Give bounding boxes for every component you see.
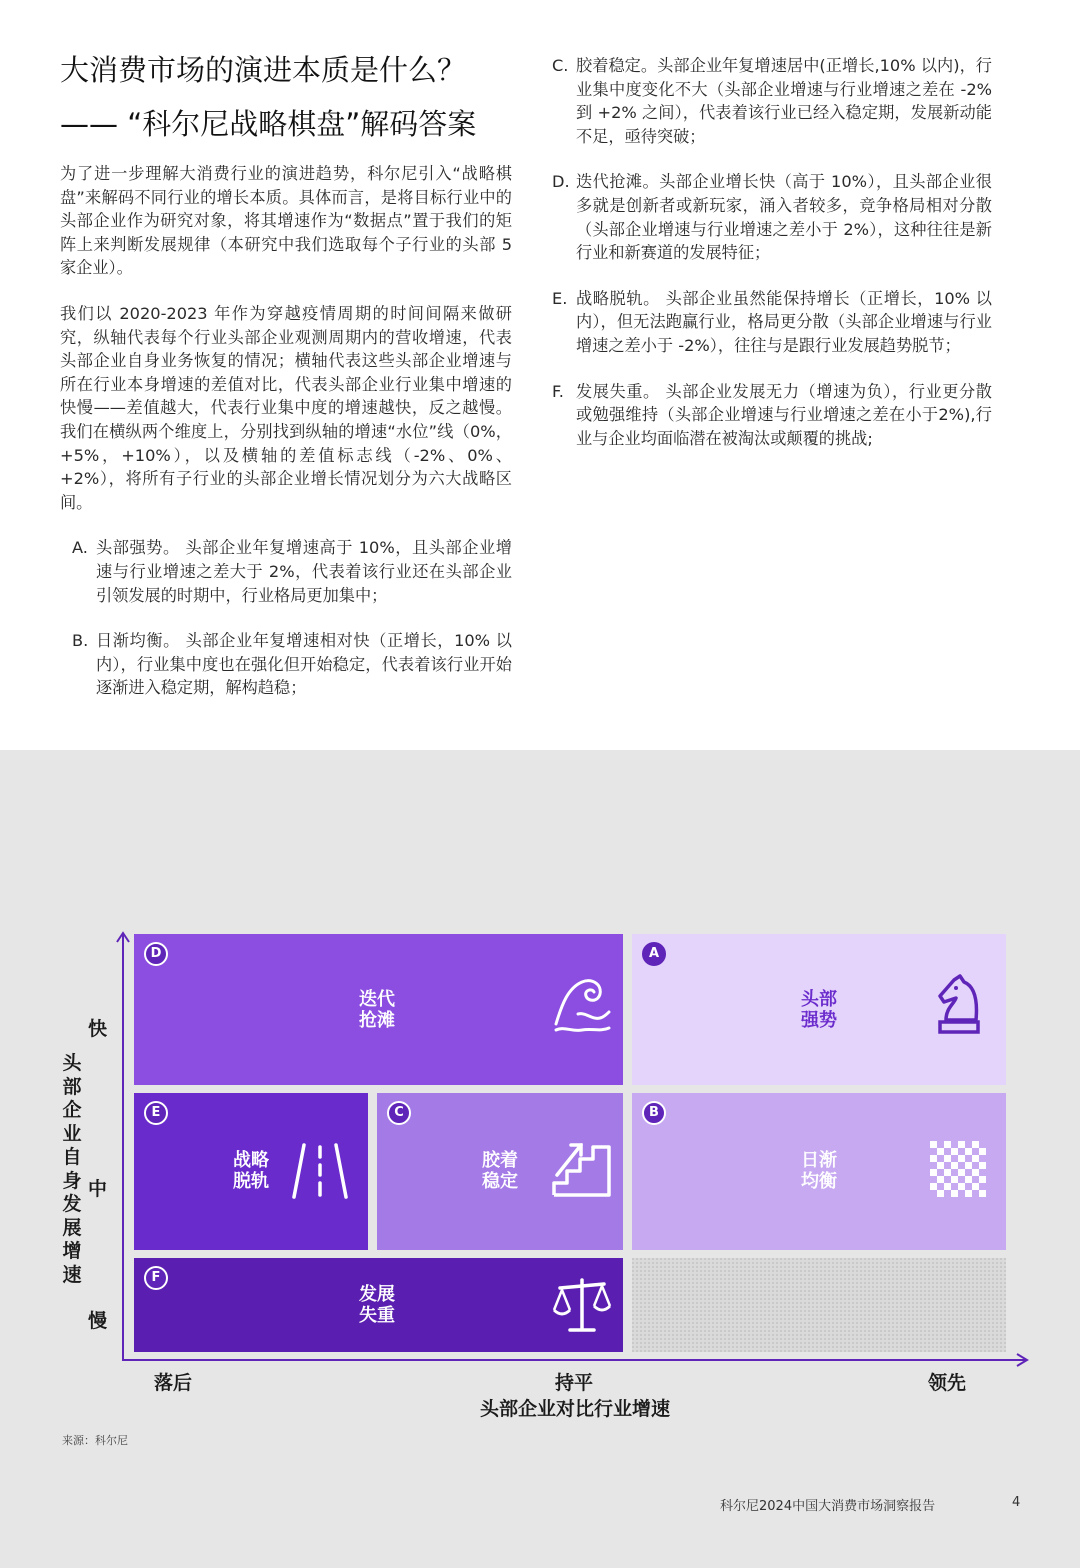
cell-f — [134, 1258, 623, 1352]
cell-d — [134, 934, 623, 1085]
stairs-icon — [551, 1139, 613, 1199]
y-label-mid: 中 — [88, 1178, 108, 1200]
checkerboard-icon — [930, 1141, 986, 1197]
list-letter: A. — [72, 538, 88, 558]
cell-a — [632, 934, 1006, 1085]
list-item-e — [552, 287, 992, 358]
list-text: 头部强势。 头部企业年复增速高于 10%，且头部企业增速与行业增速之差大于 2%，代表着该行业还在头部企业引领发展的时期中，行业格局更加集中； — [96, 538, 512, 605]
list-text: 发展失重。 头部企业发展无力（增速为负），行业更分散或勉强维持（头部企业增速与行业增速之差在小于2%),行业与企业均面临潜在被淘汰或颠覆的挑战; — [576, 381, 992, 448]
cell-label: 迭代 抢滩 — [359, 989, 395, 1031]
y-axis-arrow-icon — [114, 930, 132, 1362]
footer-title: 科尔尼2024中国大消费市场洞察报告 — [720, 1499, 936, 1514]
list-letter: C. — [552, 56, 569, 75]
chess-knight-icon — [934, 974, 984, 1036]
list-item-d — [552, 170, 992, 264]
page-title: 大消费市场的演进本质是什么？ — [60, 53, 467, 87]
cell-b — [632, 1093, 1006, 1250]
y-label-fast: 快 — [88, 1018, 108, 1040]
road-icon — [290, 1141, 350, 1201]
cell-letter: E — [144, 1101, 168, 1125]
list-item-f — [552, 380, 992, 451]
page-number: 4 — [1012, 1495, 1021, 1510]
list-letter: E. — [552, 288, 568, 308]
list-text: 日渐均衡。 头部企业年复增速相对快（正增长，10% 以内），行业集中度也在强化但开始稳定，代表着该行业开始逐渐进入稳定期，解构趋稳； — [96, 631, 512, 698]
cell-label: 发展 失重 — [359, 1284, 395, 1326]
cell-letter: D — [144, 942, 168, 966]
cell-letter: B — [642, 1101, 666, 1125]
empty-hatched-cell — [632, 1258, 1006, 1352]
wave-icon — [552, 974, 612, 1034]
cell-letter: C — [387, 1101, 411, 1125]
x-axis-title: 头部企业对比行业增速 — [479, 1398, 670, 1420]
intro-paragraph: 为了进一步理解大消费行业的演进趋势，科尔尼引入“战略棋盘”来解码不同行业的增长本质。具体而言，是将目标行业中的头部企业作为研究对象，将其增速作为“数据点”置于我们的矩阵上来判断发展规律（本研究中我们选取每个子行业的头部 5 家企业）。 — [60, 164, 512, 278]
text-section — [0, 0, 1080, 750]
list-text: 迭代抢滩。头部企业增长快（高于 10%），且头部企业很多就是创新者或新玩家，涌入者较多，竞争格局相对分散（头部企业增速与行业增速之差小于 2%），这种往往是新行业和新赛道的发展特征； — [576, 172, 992, 263]
list-letter: D. — [552, 172, 570, 192]
list-text: 胶着稳定。头部企业年复增速居中(正增长,10% 以内)，行业集中度变化不大（头部企业增速与行业增速之差在 -2% 到 +2% 之间），代表着该行业已经入稳定期，发展新动能不足，亟待突破； — [576, 56, 992, 146]
y-axis-title: 头部企业自身发展增速 — [62, 1052, 82, 1286]
source-note: 来源：科尔尼 — [62, 1434, 128, 1447]
cell-label: 战略 脱轨 — [233, 1150, 269, 1192]
cell-letter: F — [144, 1266, 168, 1290]
y-label-slow: 慢 — [88, 1310, 108, 1332]
list-item-a — [72, 536, 512, 607]
scale-icon — [552, 1276, 612, 1334]
method-paragraph: 我们以 2020-2023 年作为穿越疫情周期的时间间隔来做研究，纵轴代表每个行业头部企业观测周期内的营收增速，代表头部企业自身业务恢复的情况；横轴代表这些头部企业增速与所在行业本身增速的差值对比，代表头部企业行业集中增速的快慢——差值越大，代表行业集中度的增速越快，反之越慢。我们在横纵两个维度上，分别找到纵轴的增速“水位”线（0%，+5%，+10%），以及横轴的差值标志线（-2%、0%、+2%），将所有子行业的头部企业增长情况划分为六大战略区间。 — [60, 303, 512, 512]
list-letter: F. — [552, 381, 564, 401]
cell-e — [134, 1093, 368, 1250]
right-column — [552, 54, 992, 472]
left-column — [60, 162, 512, 722]
x-label-par: 持平 — [555, 1372, 594, 1394]
x-label-behind: 落后 — [154, 1372, 193, 1394]
page-subtitle: —— “科尔尼战略棋盘”解码答案 — [60, 107, 477, 141]
cell-label: 胶着 稳定 — [482, 1150, 518, 1192]
list-letter: B. — [72, 631, 89, 651]
cell-label: 日渐 均衡 — [801, 1150, 837, 1192]
cell-label: 头部 强势 — [801, 989, 837, 1031]
list-item-c — [552, 54, 992, 148]
list-item-b — [72, 629, 512, 700]
cell-c — [377, 1093, 623, 1250]
cell-letter: A — [642, 942, 666, 966]
x-label-lead: 领先 — [928, 1372, 967, 1394]
list-text: 战略脱轨。 头部企业虽然能保持增长（正增长，10% 以内），但无法跑赢行业，格局更分散（头部企业增速与行业增速之差小于 -2%），往往与是跟行业发展趋势脱节； — [576, 288, 992, 355]
